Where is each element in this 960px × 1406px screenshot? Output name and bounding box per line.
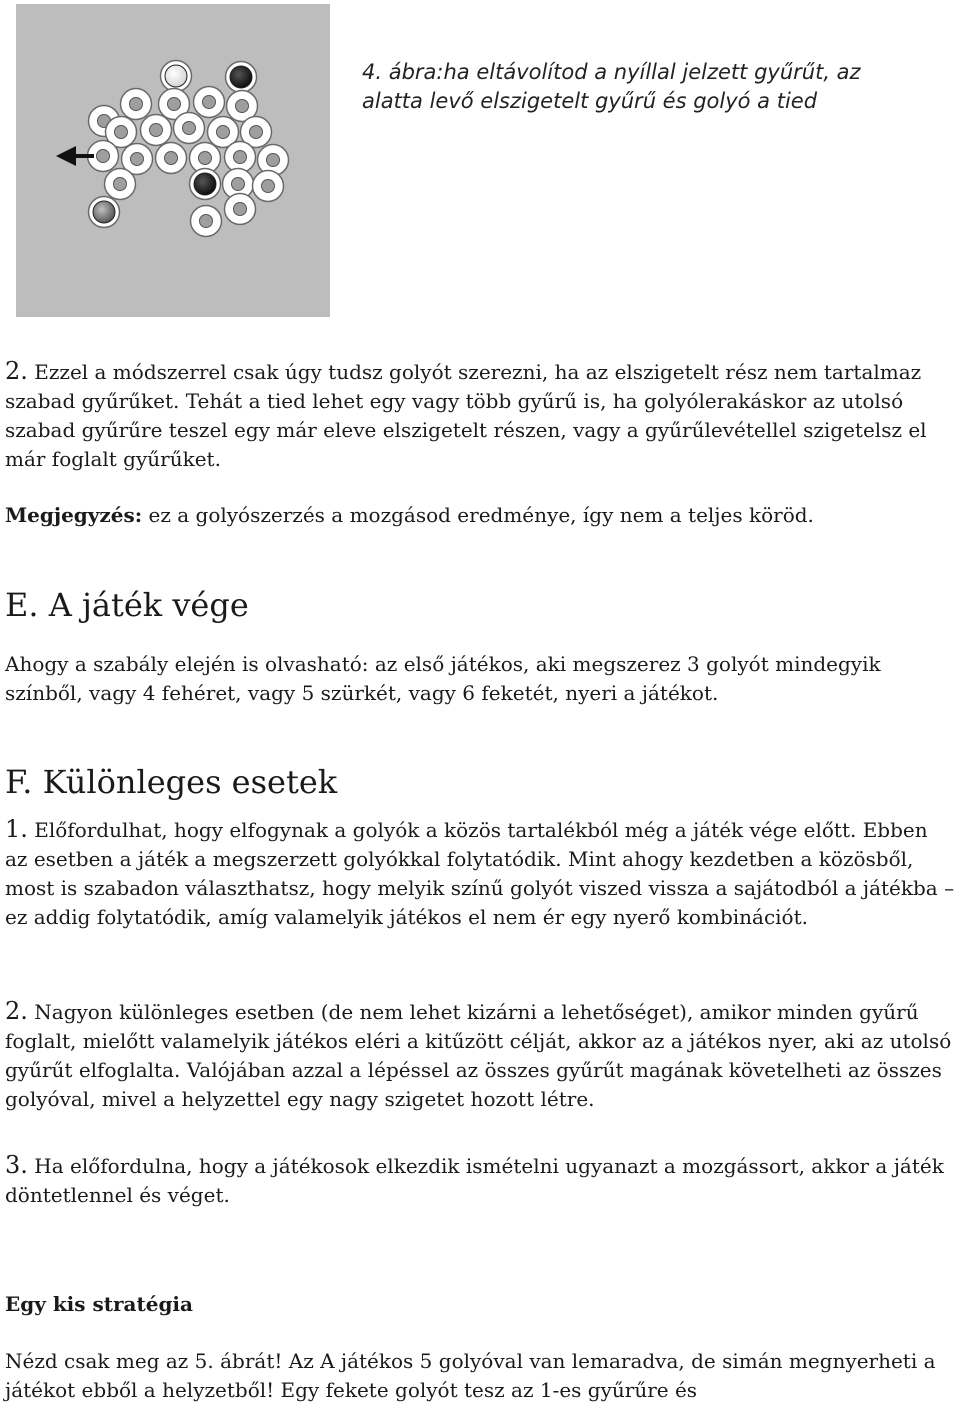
section-f-heading: F. Különleges esetek (5, 763, 338, 801)
strategy-text: Nézd csak meg az 5. ábrát! Az A játékos 5 golyóval van lemaradva, de simán megnyerheti a játékot ebből a helyzetből! Egy fekete golyót tesz az 1-es gyűrűre és (5, 1349, 936, 1402)
strategy-heading: Egy kis stratégia (5, 1292, 193, 1316)
special-case-3 (5, 1151, 955, 1210)
case-text: Nagyon különleges esetben (de nem lehet kizárni a lehetőséget), amikor minden gyűrű foglalt, mielőtt valamelyik játékos eléri a kitűzött célját, akkor az a játékos nyer, aki az utolsó gyűrűt elfoglalta. Valójában azzal a lépéssel az összes gyűrűt magának követelheti az összes golyóval, mivel a helyzettel egy nagy szigetet hozott létre. (5, 1000, 952, 1111)
ring-hole (234, 151, 247, 164)
note-label: Megjegyzés: (5, 503, 143, 527)
note-text: ez a golyószerzés a mozgásod eredménye, így nem a teljes köröd. (142, 503, 814, 527)
special-case-1 (5, 815, 955, 932)
paragraph-text: Ezzel a módszerrel csak úgy tudsz golyót szerezni, ha az elszigetelt rész nem tartalmaz szabad gyűrűket. Tehát a tied lehet egy vagy több gyűrű is, ha golyólerakáskor az utolsó szabad gyűrűre teszel egy már eleve elszigetelt részen, vagy a gyűrűlevétellel szigetelsz el már foglalt gyűrűket. (5, 360, 927, 471)
ring-hole (168, 98, 181, 111)
paragraph-2 (5, 357, 955, 474)
case-text: Előfordulhat, hogy elfogynak a golyók a közös tartalékból még a játék vége előtt. Ebben az esetben a játék a megszerzett golyókkal folytatódik. Mint ahogy kezdetben a közösből, most is szabadon választhatsz, hogy melyik színű golyót viszed vissza a sajátodból a játékba – ez addig folytatódik, amíg valamelyik játékos el nem ér egy nyerő kombinációt. (5, 818, 955, 929)
caption-line-2: alatta levő elszigetelt gyűrű és golyó a tied (362, 89, 818, 113)
ring-hole (200, 215, 213, 228)
gray-ball (93, 201, 115, 223)
white-ball (165, 65, 187, 87)
ring-hole (150, 124, 163, 137)
ring-hole (267, 154, 280, 167)
ring-hole (130, 98, 143, 111)
note-paragraph (5, 501, 955, 530)
case-text: Ha előfordulna, hogy a játékosok elkezdik ismételni ugyanazt a mozgássort, akkor a játék döntetlennel és véget. (5, 1154, 944, 1207)
ring-hole (203, 96, 216, 109)
ring-hole (232, 178, 245, 191)
arrow-left-icon (56, 146, 94, 166)
ring-hole (183, 122, 196, 135)
section-e-text: Ahogy a szabály elején is olvasható: az első játékos, aki megszerez 3 golyót mindegyik színből, vagy 4 fehéret, vagy 5 szürkét, vagy 6 feketét, nyeri a játékot. (5, 652, 881, 705)
ring-hole (250, 126, 263, 139)
ring-hole (115, 126, 128, 139)
board-diagram (16, 4, 330, 317)
black-ball (230, 66, 252, 88)
ring-hole (131, 153, 144, 166)
black-ball (194, 173, 216, 195)
rings-group (88, 61, 289, 237)
item-number: 3. (5, 1151, 28, 1179)
section-e-heading: E. A játék vége (5, 586, 249, 624)
figure-4-board (16, 4, 330, 317)
caption-line-1: 4. ábra:ha eltávolítod a nyíllal jelzett gyűrűt, az (362, 60, 861, 84)
item-number: 2. (5, 997, 28, 1025)
item-number: 1. (5, 815, 28, 843)
ring-hole (262, 180, 275, 193)
ring-hole (217, 126, 230, 139)
item-number: 2. (5, 357, 28, 385)
ring-hole (199, 152, 212, 165)
ring-hole (234, 203, 247, 216)
ring-hole (236, 100, 249, 113)
figure-caption (362, 58, 942, 116)
special-case-2 (5, 997, 955, 1114)
ring-hole (165, 152, 178, 165)
ring-hole (97, 150, 110, 163)
ring-hole (114, 178, 127, 191)
